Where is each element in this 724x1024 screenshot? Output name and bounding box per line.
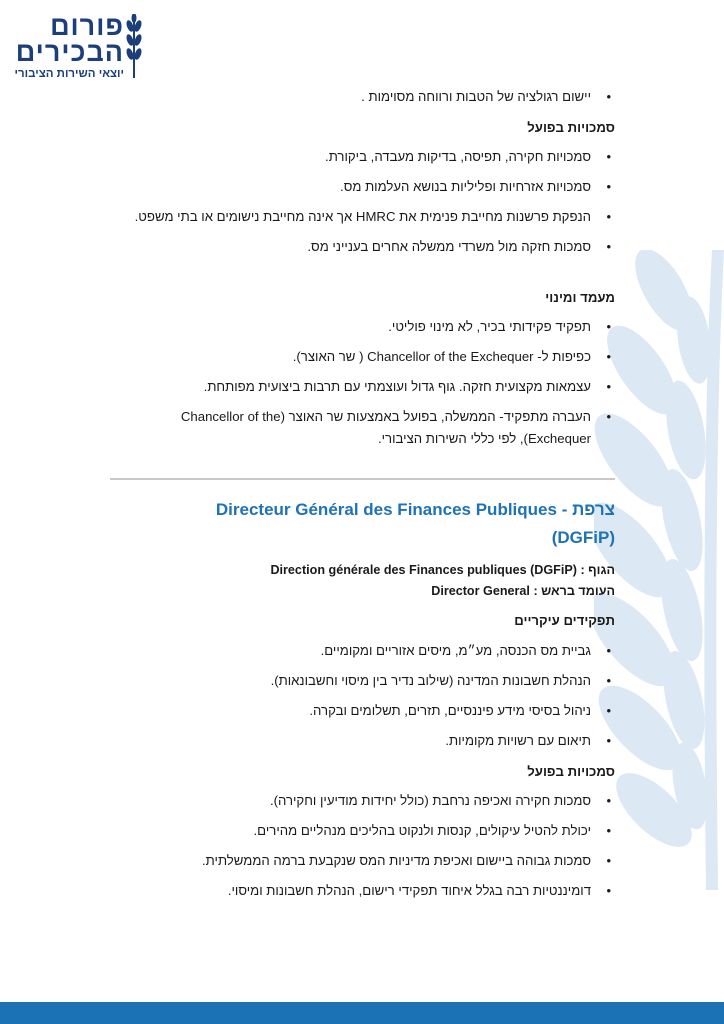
list-item: • סמכות גבוהה ביישום ואכיפת מדיניות המס שנקבעת ברמה הממשלתית.: [110, 850, 615, 872]
uk-status-list: [110, 316, 615, 450]
carryover-block: [110, 86, 615, 108]
list-item: • יישום רגולציה של הטבות ורווחה מסוימות .: [110, 86, 615, 108]
uk-powers-list: [110, 146, 615, 258]
agency-head-row: [110, 581, 615, 602]
wheat-icon: [126, 14, 142, 78]
list-item: • ניהול בסיסי מידע פיננסיים, תזרים, תשלומים ובקרה.: [110, 700, 615, 722]
france-title: [110, 496, 615, 552]
list-item: • סמכות חזקה מול משרדי ממשלה אחרים בענייני מס.: [110, 236, 615, 258]
list-item: • סמכות חקירה ואכיפה נרחבת (כולל יחידות מודיעין וחקירה).: [110, 790, 615, 812]
fr-roles-section: [110, 611, 615, 631]
list-item: • הנהלת חשבונות המדינה (שילוב נדיר בין מיסוי וחשבונאות).: [110, 670, 615, 692]
uk-powers-section: [110, 118, 615, 138]
head-value: Director General: [431, 584, 530, 598]
body-label: הגוף :: [580, 563, 615, 577]
title-abbreviation: (DGFiP): [551, 528, 615, 547]
list-item: • תיאום עם רשויות מקומיות.: [110, 730, 615, 752]
fr-powers-list: [110, 790, 615, 902]
agency-body-row: [110, 560, 615, 581]
logo-line-1: פורום: [50, 11, 124, 41]
section-heading: תפקידים עיקריים: [514, 613, 615, 628]
list-item: • יכולת להטיל עיקולים, קנסות ולנקוט בהליכים מנהליים מהירים.: [110, 820, 615, 842]
list-item: • כפיפות ל- Chancellor of the Exchequer ( שר האוצר).: [110, 346, 615, 368]
list-item: • העברה מתפקיד- הממשלה, בפועל באמצעות שר האוצר (Chancellor of the Exchequer), לפי כללי השירות הציבורי.: [110, 406, 615, 450]
list-item: • סמכויות חקירה, תפיסה, בדיקות מעבדה, ביקורת.: [110, 146, 615, 168]
footer-bar: [0, 1002, 724, 1024]
logo-line-2: הבכירים: [15, 37, 124, 67]
logo-tagline: יוצאי השירות הציבורי: [14, 68, 124, 80]
section-heading: סמכויות בפועל: [527, 764, 615, 779]
section-heading: מעמד ומינוי: [545, 290, 615, 305]
section-divider: [110, 478, 615, 480]
head-label: העומד בראש :: [533, 584, 615, 598]
list-item: • תפקיד פקידותי בכיר, לא מינוי פוליטי.: [110, 316, 615, 338]
body-value: Direction générale des Finances publiques (DGFiP): [270, 563, 577, 577]
list-item: • דומיננטיות רבה בגלל איחוד תפקידי רישום, הנהלת חשבונות ומיסוי.: [110, 880, 615, 902]
title-agency: Directeur Général des Finances Publiques: [215, 500, 557, 519]
section-heading: סמכויות בפועל: [527, 120, 615, 135]
fr-roles-list: [110, 640, 615, 752]
title-country: צרפת -: [561, 500, 615, 519]
forum-logo: [14, 11, 142, 80]
uk-status-section: [110, 288, 615, 308]
list-item: • הנפקת פרשנות מחייבת פנימית את HMRC אך אינה מחייבת נישומים או בתי משפט.: [110, 206, 615, 228]
fr-powers-section: [110, 762, 615, 782]
list-item: • סמכויות אזרחיות ופליליות בנושא העלמות מס.: [110, 176, 615, 198]
list-item: • גביית מס הכנסה, מע״מ, מיסים אזוריים ומקומיים.: [110, 640, 615, 662]
list-item: • עצמאות מקצועית חזקה. גוף גדול ועוצמתי עם תרבות ביצועית מפותחת.: [110, 376, 615, 398]
